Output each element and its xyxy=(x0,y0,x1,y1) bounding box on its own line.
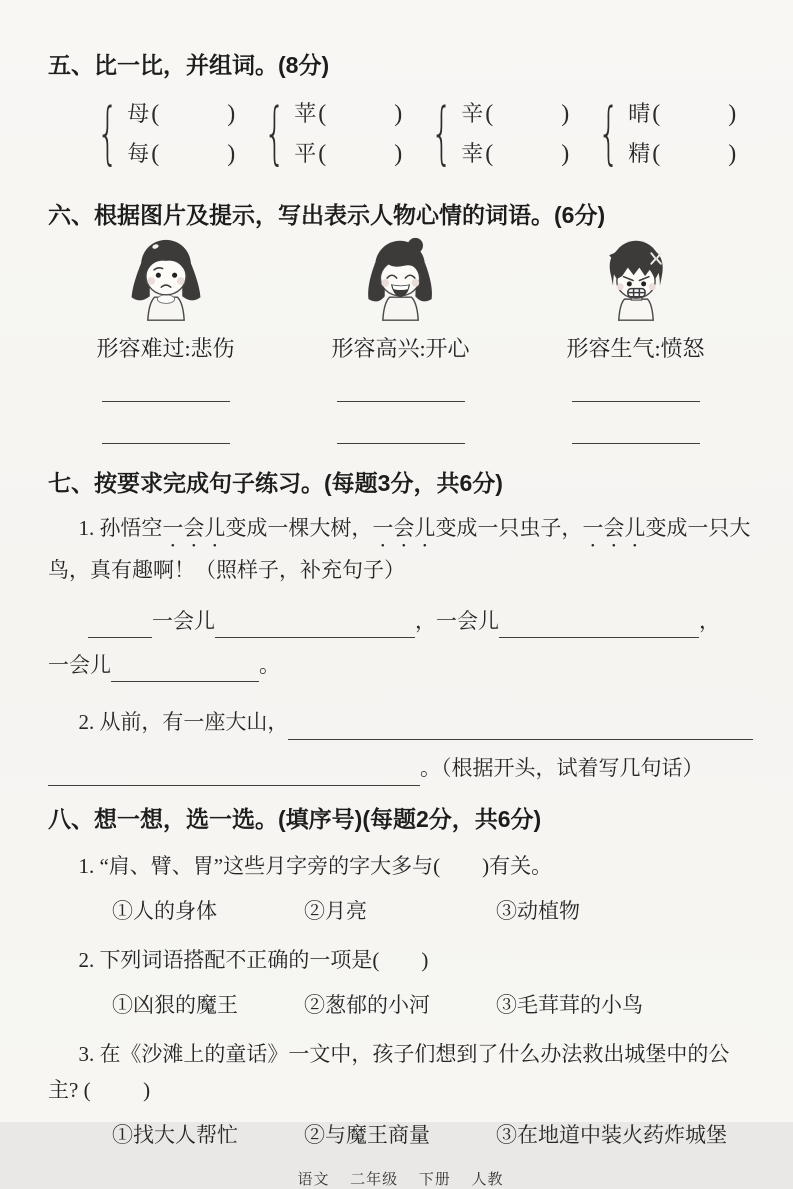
answer-blank[interactable] xyxy=(88,612,152,638)
comma: ， xyxy=(699,609,720,633)
option-2[interactable]: ②葱郁的小河 xyxy=(304,993,430,1017)
close-paren: ) xyxy=(561,141,570,167)
open-paren: ( xyxy=(318,101,327,127)
question-7-2-hint: 。（根据开头，试着写几句话） xyxy=(420,756,704,780)
answer-blank[interactable] xyxy=(499,612,699,638)
pair-char: 苹 xyxy=(294,101,317,126)
question-8-1-options xyxy=(48,894,753,928)
open-paren: ( xyxy=(652,141,661,167)
close-paren: ) xyxy=(394,141,403,167)
section6-answer-row-1 xyxy=(48,380,753,402)
question-7-1-text: 1. 孙悟空一会儿变成一棵大树，一会儿变成一只虫子，一会儿变成一只大鸟，真有趣啊！（照样子，补充句子） xyxy=(48,516,751,582)
emotion-label-happy: 形容高兴:开心 xyxy=(331,336,470,361)
page-footer: 语文 二年级 下册 人教 xyxy=(297,1171,504,1188)
emotion-label-sad: 形容难过:悲伤 xyxy=(96,336,235,361)
pair-char: 平 xyxy=(294,141,317,166)
fill-word: 一会儿 xyxy=(436,609,499,633)
close-paren: ) xyxy=(561,101,570,127)
question-8-2-options xyxy=(48,988,753,1022)
answer-space[interactable] xyxy=(328,103,392,125)
answer-blank[interactable] xyxy=(337,380,465,402)
brace-icon: { xyxy=(263,94,286,173)
pair-char: 辛 xyxy=(461,101,484,126)
section6-figures-row xyxy=(48,236,753,324)
question-8-3-options xyxy=(48,1118,753,1152)
compare-pair-group-4 xyxy=(587,94,737,174)
section6-title: 六、根据图片及提示，写出表示人物心情的词语。(6分) xyxy=(48,202,606,228)
answer-space[interactable] xyxy=(161,143,225,165)
question-8-2-text: 2. 下列词语搭配不正确的一项是( ) xyxy=(78,948,429,972)
close-paren: ) xyxy=(227,141,236,167)
close-paren: ) xyxy=(227,101,236,127)
answer-space[interactable] xyxy=(495,143,559,165)
section5-title: 五、比一比，并组词。(8分) xyxy=(48,52,330,78)
answer-blank[interactable] xyxy=(111,656,259,682)
comma: ， xyxy=(415,609,436,633)
question-7-1-answer-line-1 xyxy=(88,604,753,638)
open-paren: ( xyxy=(151,101,160,127)
answer-space[interactable] xyxy=(662,103,726,125)
option-3[interactable]: ③动植物 xyxy=(496,899,580,923)
question-7-2-line-1 xyxy=(48,704,753,740)
option-2[interactable]: ②与魔王商量 xyxy=(304,1123,430,1147)
compare-pair-group-2 xyxy=(253,94,403,174)
brace-icon: { xyxy=(597,94,620,173)
pair-char: 精 xyxy=(628,141,651,166)
fill-word: 一会儿 xyxy=(152,609,215,633)
question-7-2-line-2 xyxy=(48,750,753,786)
happy-girl-illustration xyxy=(283,236,518,324)
sad-girl-illustration xyxy=(48,236,283,324)
question-8-1-text: 1. “肩、臂、胃”这些月字旁的字大多与( )有关。 xyxy=(78,854,553,878)
fill-word: 一会儿 xyxy=(48,653,111,677)
open-paren: ( xyxy=(485,141,494,167)
question-8-3-text: 3. 在《沙滩上的童话》一文中，孩子们想到了什么办法救出城堡中的公主? ( ) xyxy=(48,1042,730,1102)
period: 。 xyxy=(259,653,280,677)
pair-char: 每 xyxy=(127,141,150,166)
answer-blank[interactable] xyxy=(572,380,700,402)
open-paren: ( xyxy=(318,141,327,167)
angry-boy-illustration xyxy=(518,236,753,324)
pair-char: 母 xyxy=(127,101,150,126)
open-paren: ( xyxy=(151,141,160,167)
option-1[interactable]: ①凶狠的魔王 xyxy=(112,993,238,1017)
compare-pair-group-1 xyxy=(86,94,236,174)
close-paren: ) xyxy=(394,101,403,127)
answer-blank[interactable] xyxy=(215,612,415,638)
option-3[interactable]: ③在地道中装火药炸城堡 xyxy=(496,1123,727,1147)
answer-space[interactable] xyxy=(495,103,559,125)
answer-blank[interactable] xyxy=(288,712,753,740)
answer-blank[interactable] xyxy=(102,380,230,402)
close-paren: ) xyxy=(728,101,737,127)
compare-pair-group-3 xyxy=(420,94,570,174)
option-2[interactable]: ②月亮 xyxy=(304,899,367,923)
emotion-label-angry: 形容生气:愤怒 xyxy=(566,336,705,361)
option-3[interactable]: ③毛茸茸的小鸟 xyxy=(496,993,643,1017)
close-paren: ) xyxy=(728,141,737,167)
section6-answer-row-2 xyxy=(48,422,753,444)
option-1[interactable]: ①找大人帮忙 xyxy=(112,1123,238,1147)
pair-char: 晴 xyxy=(628,101,651,126)
brace-icon: { xyxy=(430,94,453,173)
question-7-1-answer-line-2 xyxy=(48,648,753,682)
section7-title: 七、按要求完成句子练习。(每题3分，共6分) xyxy=(48,470,503,496)
section8-title: 八、想一想，选一选。(填序号)(每题2分，共6分) xyxy=(48,806,542,832)
option-1[interactable]: ①人的身体 xyxy=(112,899,217,923)
question-7-2-text: 2. 从前，有一座大山， xyxy=(78,710,289,734)
answer-blank[interactable] xyxy=(337,422,465,444)
answer-blank[interactable] xyxy=(102,422,230,444)
brace-icon: { xyxy=(96,94,119,173)
open-paren: ( xyxy=(652,101,661,127)
pair-char: 幸 xyxy=(461,141,484,166)
answer-space[interactable] xyxy=(161,103,225,125)
section5-pairs-row xyxy=(86,94,753,174)
open-paren: ( xyxy=(485,101,494,127)
answer-space[interactable] xyxy=(328,143,392,165)
section6-labels-row xyxy=(48,334,753,364)
answer-blank[interactable] xyxy=(572,422,700,444)
answer-blank[interactable] xyxy=(48,758,420,786)
answer-space[interactable] xyxy=(662,143,726,165)
